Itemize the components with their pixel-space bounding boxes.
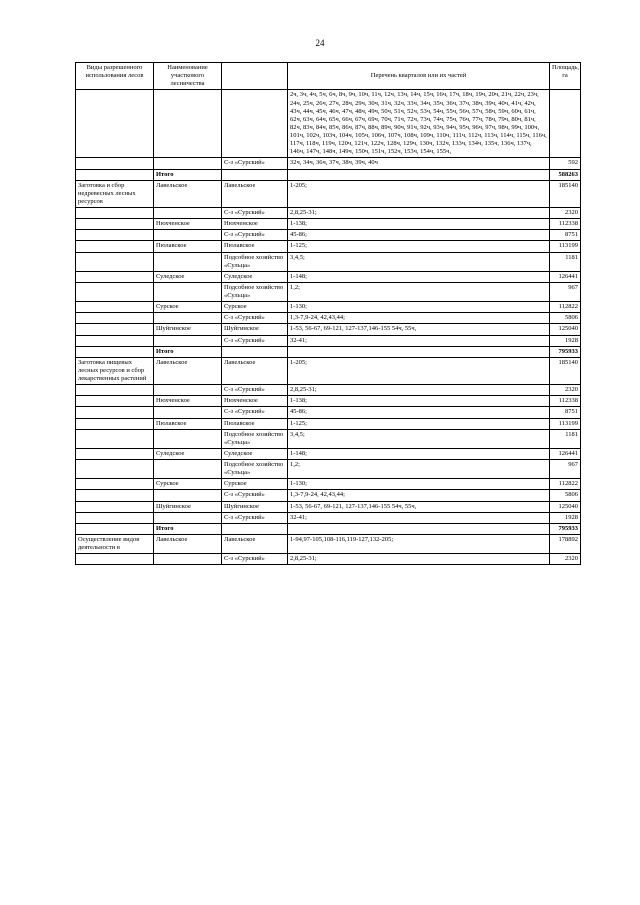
quarters-cell: 1-53, 56-67, 69-121, 127-137,146-155 54ч, 55ч, [288, 501, 550, 512]
subforestry-cell: Лавельское [222, 180, 288, 207]
table-row [76, 208, 581, 219]
header-area: Площадь, га [550, 63, 581, 90]
subforestry-cell: Пюлавское [222, 418, 288, 429]
quarters-cell: 2,8,25-31; [288, 208, 550, 219]
forestry-cell [154, 512, 222, 523]
area-cell: 2320 [550, 208, 581, 219]
table-row [76, 554, 581, 565]
table-row [76, 241, 581, 252]
area-cell: 113199 [550, 241, 581, 252]
subforestry-cell: Подсобное хозяйство «Сульца» [222, 252, 288, 271]
use-type-cell [76, 282, 154, 301]
table-row [76, 252, 581, 271]
area-cell: 5806 [550, 490, 581, 501]
quarters-cell: 1-148; [288, 448, 550, 459]
use-type-cell [76, 512, 154, 523]
quarters-cell: 1,3-7,9-24, 42,43,44; [288, 313, 550, 324]
forestry-cell: Шуйгинское [154, 501, 222, 512]
table-row [76, 512, 581, 523]
area-cell: 126441 [550, 448, 581, 459]
use-type-cell: Осуществление видов деятельности в [76, 534, 154, 553]
quarters-cell: 1,2; [288, 282, 550, 301]
use-type-cell [76, 219, 154, 230]
table-row [76, 90, 581, 158]
quarters-cell: 3,4,5; [288, 252, 550, 271]
use-type-cell [76, 208, 154, 219]
area-cell: 8751 [550, 407, 581, 418]
table-row [76, 230, 581, 241]
quarters-cell: 1-94,97-105,108-116,119-127,132-205; [288, 534, 550, 553]
subforestry-cell: Лавельское [222, 357, 288, 384]
area-cell: 1181 [550, 252, 581, 271]
quarters-cell: 1-138; [288, 219, 550, 230]
subforestry-cell: С-з «Сурский» [222, 158, 288, 169]
subforestry-cell: С-з «Сурский» [222, 490, 288, 501]
forestry-cell: Лавельское [154, 534, 222, 553]
header-forestry: Наименование участкового лесничества [154, 63, 222, 90]
use-type-cell [76, 554, 154, 565]
use-type-cell [76, 490, 154, 501]
use-type-cell [76, 241, 154, 252]
quarters-cell: 32-41; [288, 512, 550, 523]
forestry-cell: Сурское [154, 302, 222, 313]
table-row [76, 534, 581, 553]
quarters-cell: 45-86; [288, 230, 550, 241]
forestry-cell: Нюхченское [154, 219, 222, 230]
subforestry-cell: Суледское [222, 448, 288, 459]
total-label: Итого [154, 346, 222, 357]
subforestry-cell: С-з «Сурский» [222, 335, 288, 346]
quarters-cell: 1-130; [288, 479, 550, 490]
quarters-cell: 2,8,25-31; [288, 385, 550, 396]
forestry-cell [154, 335, 222, 346]
forestry-cell [154, 407, 222, 418]
forestry-cell: Нюхченское [154, 396, 222, 407]
subforestry-cell: С-з «Сурский» [222, 313, 288, 324]
forestry-cell [154, 252, 222, 271]
subforestry-cell: С-з «Сурский» [222, 385, 288, 396]
area-cell: 967 [550, 460, 581, 479]
header-use-type: Виды разрешенного использования лесов [76, 63, 154, 90]
table-row [76, 396, 581, 407]
subforestry-cell: С-з «Сурский» [222, 512, 288, 523]
subforestry-cell: Сурское [222, 302, 288, 313]
use-type-cell [76, 501, 154, 512]
forestry-cell: Суледское [154, 271, 222, 282]
use-type-cell [76, 324, 154, 335]
total-area: 588263 [550, 169, 581, 180]
header-subforestry [222, 63, 288, 90]
forestry-cell: Сурское [154, 479, 222, 490]
subforestry-cell: С-з «Сурский» [222, 208, 288, 219]
subforestry-cell: Шуйгинское [222, 324, 288, 335]
total-label: Итого [154, 523, 222, 534]
quarters-cell: 1-125; [288, 418, 550, 429]
table-row [76, 335, 581, 346]
table-row [76, 180, 581, 207]
table-row [76, 302, 581, 313]
quarters-cell: 3,4,5; [288, 429, 550, 448]
use-type-cell [76, 302, 154, 313]
quarters-cell: 1-205; [288, 357, 550, 384]
area-cell: 185140 [550, 357, 581, 384]
quarters-cell: 45-86; [288, 407, 550, 418]
total-row [76, 346, 581, 357]
area-cell: 125040 [550, 501, 581, 512]
quarters-cell: 1-205; [288, 180, 550, 207]
table-row [76, 490, 581, 501]
area-cell: 126441 [550, 271, 581, 282]
quarters-cell: 32-41; [288, 335, 550, 346]
total-area: 795933 [550, 346, 581, 357]
subforestry-cell: С-з «Сурский» [222, 554, 288, 565]
table-row [76, 479, 581, 490]
area-cell: 967 [550, 282, 581, 301]
use-type-cell [76, 418, 154, 429]
subforestry-cell: Подсобное хозяйство «Сульца» [222, 282, 288, 301]
forestry-cell: Пюлавское [154, 418, 222, 429]
area-cell: 112822 [550, 302, 581, 313]
total-area: 795933 [550, 523, 581, 534]
subforestry-cell: С-з «Сурский» [222, 407, 288, 418]
subforestry-cell: Шуйгинское [222, 501, 288, 512]
area-cell: 112338 [550, 219, 581, 230]
table-row [76, 385, 581, 396]
quarters-cell: 1-148; [288, 271, 550, 282]
use-type-cell [76, 230, 154, 241]
forestry-cell: Шуйгинское [154, 324, 222, 335]
table-header-row [76, 63, 581, 90]
use-type-cell [76, 271, 154, 282]
forestry-cell: Пюлавское [154, 241, 222, 252]
forestry-cell: Лавельское [154, 357, 222, 384]
quarters-cell: 1,3-7,9-24, 42,43,44; [288, 490, 550, 501]
table-row [76, 271, 581, 282]
area-cell: 2320 [550, 554, 581, 565]
quarters-cell: 1,2; [288, 460, 550, 479]
subforestry-cell: С-з «Сурский» [222, 230, 288, 241]
quarters-cell: 32ч, 34ч, 36ч, 37ч, 38ч, 39ч, 40ч [288, 158, 550, 169]
subforestry-cell: Пюлавское [222, 241, 288, 252]
quarters-cell: 1-125; [288, 241, 550, 252]
forestry-cell: Суледское [154, 448, 222, 459]
forestry-cell [154, 208, 222, 219]
forestry-cell [154, 385, 222, 396]
forestry-cell [154, 490, 222, 501]
subforestry-cell: Нюхченское [222, 219, 288, 230]
use-type-cell [76, 479, 154, 490]
use-type-cell [76, 460, 154, 479]
table-row [76, 357, 581, 384]
subforestry-cell: Подсобное хозяйство «Сульца» [222, 429, 288, 448]
forestry-cell [154, 313, 222, 324]
quarters-cell: 1-138; [288, 396, 550, 407]
use-type-cell: Заготовка и сбор недревесных лесных ресурсов [76, 180, 154, 207]
forestry-cell [154, 460, 222, 479]
forestry-cell: Лавельское [154, 180, 222, 207]
use-type-cell [76, 313, 154, 324]
quarters-cell: 1-130; [288, 302, 550, 313]
subforestry-cell: Лавельское [222, 534, 288, 553]
table-row [76, 282, 581, 301]
total-row [76, 169, 581, 180]
table-row [76, 407, 581, 418]
table-row [76, 501, 581, 512]
quarters-cell: 1-53, 56-67, 69-121, 127-137,146-155 54ч, 55ч, [288, 324, 550, 335]
forestry-cell [154, 230, 222, 241]
use-type-cell [76, 429, 154, 448]
area-cell: 113199 [550, 418, 581, 429]
area-cell: 5806 [550, 313, 581, 324]
use-type-cell [76, 407, 154, 418]
table-row [76, 460, 581, 479]
use-type-cell [76, 448, 154, 459]
use-type-cell [76, 335, 154, 346]
subforestry-cell: Суледское [222, 271, 288, 282]
forest-use-table [75, 62, 581, 565]
forestry-cell [154, 554, 222, 565]
use-type-cell [76, 252, 154, 271]
forestry-cell [154, 429, 222, 448]
use-type-cell [76, 396, 154, 407]
quarters-list: 2ч, 3ч, 4ч, 5ч, 6ч, 8ч, 9ч, 10ч, 11ч, 12ч, 13ч, 14ч, 15ч, 16ч, 17ч, 18ч, 19ч, 20ч, 21ч, 22ч, 23ч, 24ч, 25ч, 26ч, 27ч, 28ч, 29ч, 30ч, 31ч, 32ч, 33ч, 34ч, 35ч, 36ч, 37ч, 38ч, 39ч, 40ч, 41ч, 42ч, 43ч, 44ч, 45ч, 46ч, 47ч, 48ч, 49ч, 50ч, 51ч, 52ч, 53ч, 54ч, 55ч, 56ч, 57ч, 58ч, 59ч, 60ч, 61ч, 62ч, 63ч, 64ч, 65ч, 66ч, 67ч, 69ч, 70ч, 71ч, 72ч, 73ч, 74ч, 75ч, 76ч, 77ч, 78ч, 79ч, 80ч, 81ч, 82ч, 83ч, 84ч, 85ч, 86ч, 87ч, 88ч, 89ч, 90ч, 91ч, 92ч, 93ч, 94ч, 95ч, 96ч, 97ч, 98ч, 99ч, 100ч, 101ч, 102ч, 103ч, 104ч, 105ч, 106ч, 107ч, 108ч, 109ч, 110ч, 111ч, 112ч, 113ч, 114ч, 115ч, 116ч, 117ч, 118ч, 119ч, 120ч, 121ч, 122ч, 128ч, 129ч, 130ч, 132ч, 133ч, 134ч, 135ч, 136ч, 137ч, 146ч, 147ч, 148ч, 149ч, 150ч, 151ч, 152ч, 153ч, 154ч, 155ч, [288, 90, 550, 158]
area-cell: 1928 [550, 335, 581, 346]
subforestry-cell: Сурское [222, 479, 288, 490]
table-row [76, 418, 581, 429]
table-row [76, 429, 581, 448]
area-cell: 112338 [550, 396, 581, 407]
area-cell: 2320 [550, 385, 581, 396]
total-label: Итого [154, 169, 222, 180]
table-row [76, 158, 581, 169]
area-cell: 1181 [550, 429, 581, 448]
table-row [76, 324, 581, 335]
area-cell: 1928 [550, 512, 581, 523]
table-row [76, 219, 581, 230]
area-cell: 592 [550, 158, 581, 169]
use-type-cell [76, 385, 154, 396]
page-number: 24 [315, 38, 325, 48]
area-cell: 8751 [550, 230, 581, 241]
quarters-cell: 2,8,25-31; [288, 554, 550, 565]
subforestry-cell: Нюхченское [222, 396, 288, 407]
table-row [76, 448, 581, 459]
table-row [76, 313, 581, 324]
use-type-cell: Заготовка пищевых лесных ресурсов и сбор лекарственных растений [76, 357, 154, 384]
subforestry-cell: Подсобное хозяйство «Сульца» [222, 460, 288, 479]
header-quarters: Перечень кварталов или их частей [288, 63, 550, 90]
forestry-cell [154, 282, 222, 301]
area-cell: 185140 [550, 180, 581, 207]
area-cell: 178892 [550, 534, 581, 553]
area-cell: 125040 [550, 324, 581, 335]
total-row [76, 523, 581, 534]
area-cell: 112822 [550, 479, 581, 490]
